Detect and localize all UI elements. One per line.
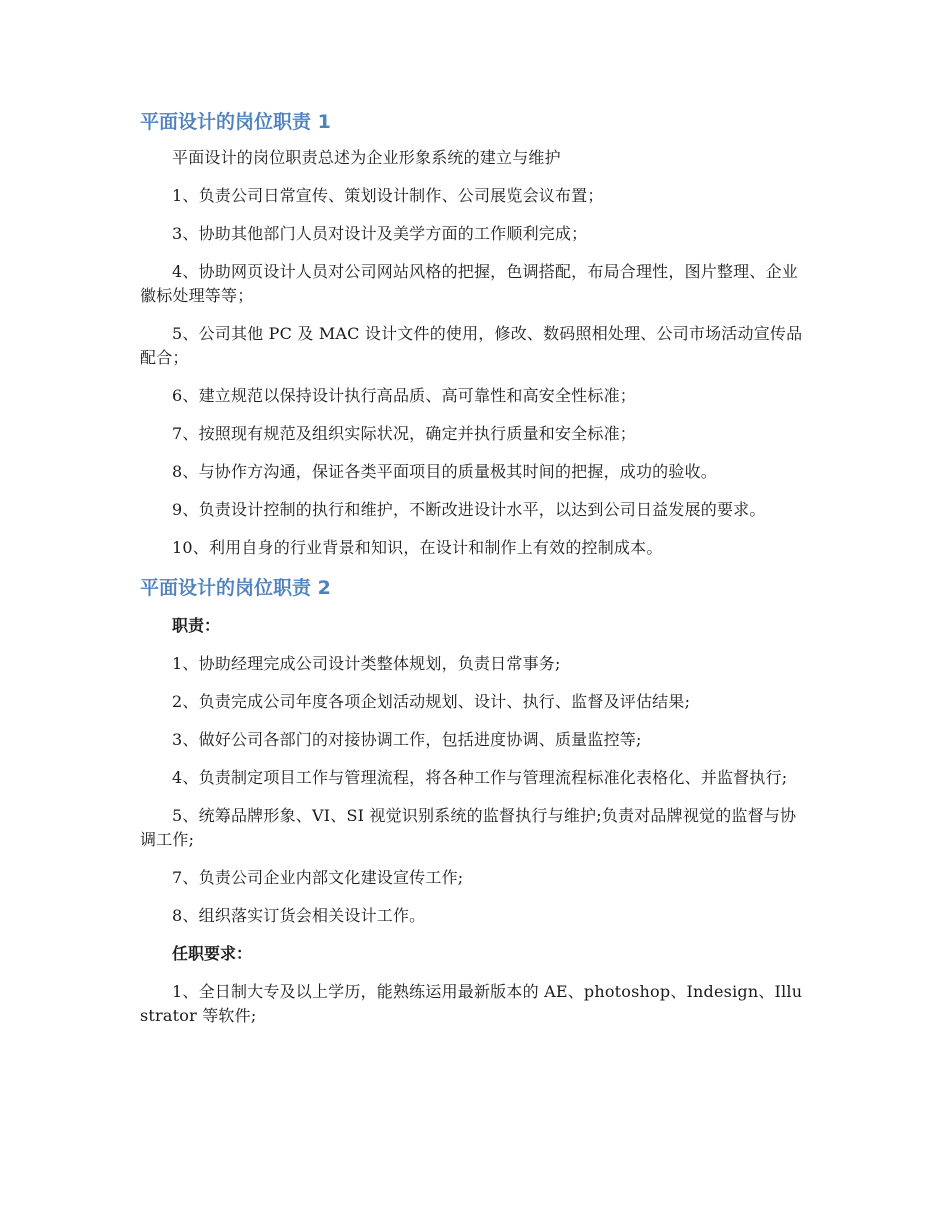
duties-label: 职责：	[172, 616, 221, 635]
requirement-item: 1、全日制大专及以上学历，能熟练运用最新版本的 AE、photoshop、Indesign、Illustrator 等软件;	[140, 982, 803, 1025]
duty-item: 5、统筹品牌形象、VI、SI 视觉识别系统的监督执行与维护;负责对品牌视觉的监督与协调工作;	[140, 806, 797, 849]
section-1-paragraph: 7、按照现有规范及组织实际状况，确定并执行质量和安全标准；	[172, 424, 636, 443]
duty-item: 7、负责公司企业内部文化建设宣传工作;	[172, 868, 464, 887]
duty-item: 1、协助经理完成公司设计类整体规划，负责日常事务;	[172, 654, 561, 673]
duty-item: 8、组织落实订货会相关设计工作。	[172, 906, 426, 925]
section-1-paragraph: 5、公司其他 PC 及 MAC 设计文件的使用，修改、数码照相处理、公司市场活动宣传品配合；	[140, 324, 803, 367]
section-1-paragraph: 9、负责设计控制的执行和维护，不断改进设计水平，以达到公司日益发展的要求。	[172, 500, 766, 519]
section-1-paragraph: 1、负责公司日常宣传、策划设计制作、公司展览会议布置；	[172, 186, 604, 205]
section-1-paragraph: 4、协助网页设计人员对公司网站风格的把握，色调搭配，布局合理性，图片整理、企业徽标处理等等；	[140, 262, 798, 305]
section-1-paragraph: 6、建立规范以保持设计执行高品质、高可靠性和高安全性标准；	[172, 386, 636, 405]
section-1-paragraph: 8、与协作方沟通，保证各类平面项目的质量极其时间的把握，成功的验收。	[172, 462, 717, 481]
requirements-label: 任职要求：	[172, 944, 253, 963]
duty-item: 2、负责完成公司年度各项企划活动规划、设计、执行、监督及评估结果;	[172, 692, 691, 711]
section-1-paragraph: 10、利用自身的行业背景和知识，在设计和制作上有效的控制成本。	[172, 538, 663, 557]
section-2-title: 平面设计的岗位职责 2	[140, 577, 331, 599]
duty-item: 4、负责制定项目工作与管理流程，将各种工作与管理流程标准化表格化、并监督执行;	[172, 768, 788, 787]
duty-item: 3、做好公司各部门的对接协调工作，包括进度协调、质量监控等;	[172, 730, 642, 749]
section-1-title: 平面设计的岗位职责 1	[140, 111, 331, 133]
section-1-paragraph: 3、协助其他部门人员对设计及美学方面的工作顺利完成；	[172, 224, 588, 243]
document-page	[140, 108, 810, 1042]
section-1-paragraph: 平面设计的岗位职责总述为企业形象系统的建立与维护	[172, 148, 561, 167]
